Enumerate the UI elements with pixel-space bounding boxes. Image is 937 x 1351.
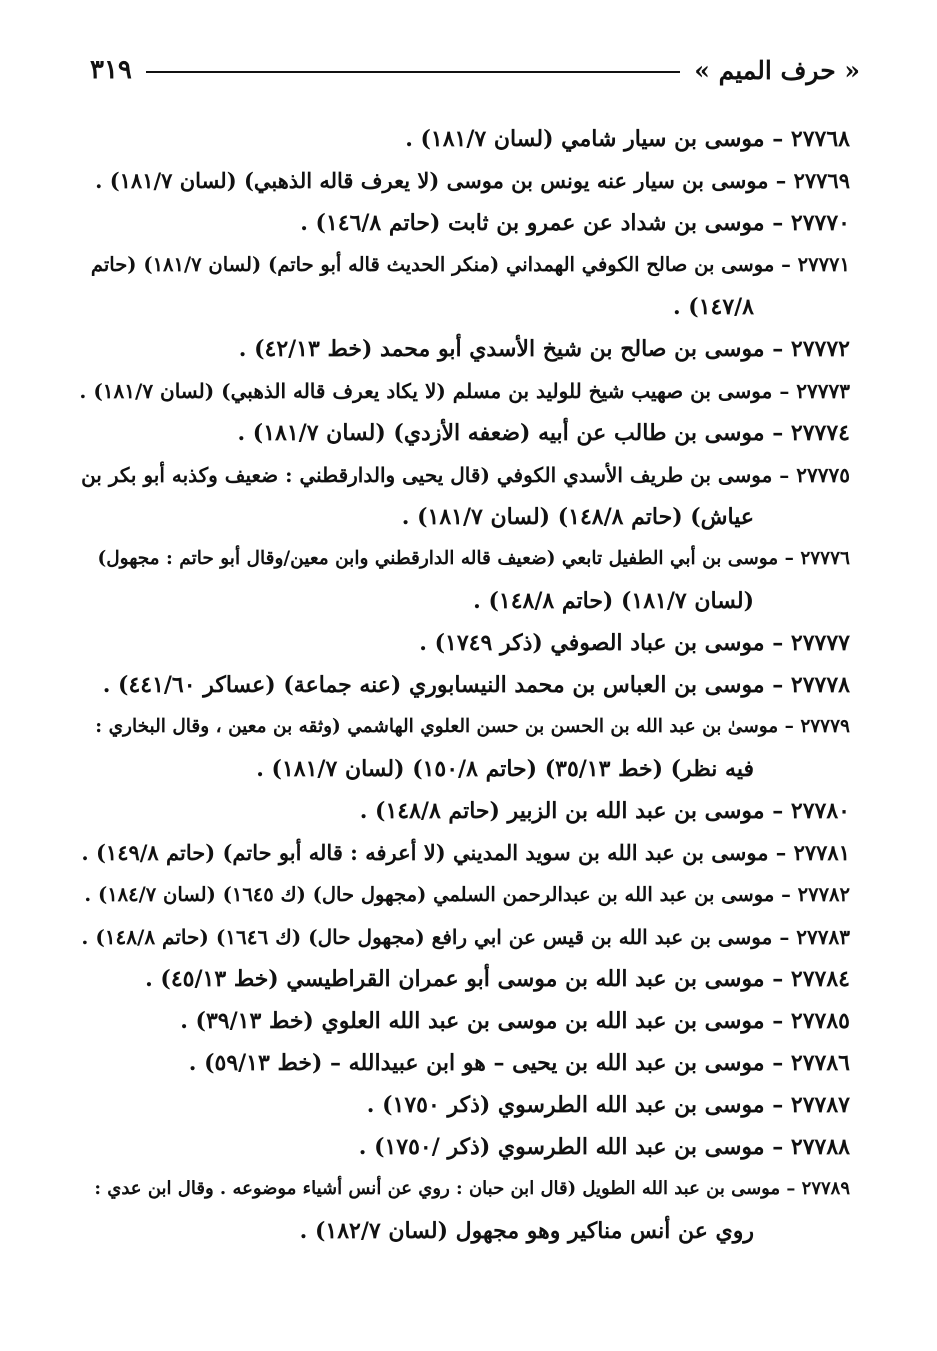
entry-text: ٢٧٧٨٢ – موسى بن عبد الله بن عبدالرحمن السلمي (مجهول حال) (ك ١٦٤٥) (لسان ١٨٤/٧) .	[84, 883, 850, 906]
entry-text: ٢٧٧٨٨ – موسى بن عبد الله الطرسوي (ذكر /١٧٥٠) .	[358, 1134, 850, 1160]
list-item	[78, 538, 850, 622]
header-rule	[146, 71, 680, 73]
entry-text: ٢٧٧٧٤ – موسى بن طالب عن أبيه (ضعفه الأزدي) (لسان ١٨١/٧) .	[237, 420, 850, 446]
entry-continuation: عياش) (حاتم ١٤٨/٨) (لسان ١٨١/٧) .	[401, 504, 754, 530]
list-item	[78, 202, 850, 244]
entry-text: ٢٧٧٧١ – موسى بن صالح الكوفي الهمداني (منكر الحديث قاله أبو حاتم) (لسان ١٨١/٧) (حاتم	[90, 253, 850, 276]
entry-text: ٢٧٧٧٧ – موسى بن عباد الصوفي (ذكر ١٧٤٩) .	[419, 630, 850, 656]
list-item	[78, 1000, 850, 1042]
list-item	[78, 328, 850, 370]
running-header	[90, 50, 860, 90]
entry-continuation: فيه نظر) (خط ٣٥/١٣) (حاتم ١٥٠/٨) (لسان ١٨١/٧) .	[256, 756, 754, 782]
entry-continuation: (لسان ١٨١/٧) (حاتم ١٤٨/٨) .	[473, 588, 754, 614]
entry-text: ٢٧٧٧٩ – موسىٰ بن عبد الله بن الحسن بن حسن العلوي الهاشمي (وثقه بن معين ، وقال البخاري :	[95, 716, 850, 737]
list-item	[78, 1168, 850, 1252]
entry-text: ٢٧٧٨٤ – موسى بن عبد الله بن موسى أبو عمران القراطيسي (خط ٤٥/١٣) .	[145, 966, 850, 992]
entry-text: ٢٧٧٨٩ – موسى بن عبد الله الطويل (قال ابن حبان : روي عن أنس أشياء موضوعه . وقال ابن عدي :	[94, 1178, 850, 1199]
list-item	[78, 622, 850, 664]
list-item	[78, 832, 850, 874]
list-item	[78, 706, 850, 790]
list-item	[78, 412, 850, 454]
list-item	[78, 244, 850, 328]
entry-text: ٢٧٧٨٠ – موسى بن عبد الله بن الزبير (حاتم ١٤٨/٨) .	[359, 798, 850, 824]
entry-text: ٢٧٧٨١ – موسى بن عبد الله بن سويد المديني (لا أعرفه : قاله أبو حاتم) (حاتم ١٤٩/٨) .	[81, 840, 850, 865]
entry-text: ٢٧٧٧٥ – موسى بن طريف الأسدي الكوفي (قال يحيى والدارقطني : ضعيف وكذبه أبو بكر بن	[81, 463, 850, 487]
entry-text: ٢٧٧٨٣ – موسى بن عبد الله بن قيس عن ابي رافع (مجهول حال) (ك ١٦٤٦) (حاتم ١٤٨/٨) .	[81, 925, 850, 949]
entry-text: ٢٧٧٨٧ – موسى بن عبد الله الطرسوي (ذكر ١٧٥٠) .	[366, 1092, 850, 1118]
page-number: ٣١٩	[90, 55, 132, 85]
entry-text: ٢٧٧٧٦ – موسى بن أبي الطفيل تابعي (ضعيف قاله الدارقطني وابن معين/وقال أبو حاتم : مجهول)	[97, 548, 850, 569]
list-item	[78, 1084, 850, 1126]
chapter-title: « حرف الميم »	[694, 55, 860, 85]
entry-text: ٢٧٧٨٥ – موسى بن عبد الله بن موسى بن عبد الله العلوي (خط ٣٩/١٣) .	[180, 1008, 850, 1034]
entry-continuation: روي عن أنس مناكير وهو مجهول (لسان ١٨٢/٧) .	[299, 1218, 754, 1244]
entry-text: ٢٧٧٦٨ – موسى بن سيار شامي (لسان ١٨١/٧) .	[405, 126, 850, 152]
list-item	[78, 874, 850, 916]
list-item	[78, 790, 850, 832]
entry-text: ٢٧٧٧٨ – موسى بن العباس بن محمد النيسابوري (عنه جماعة) (عساكر ٤٤١/٦٠) .	[102, 672, 850, 698]
entry-text: ٢٧٧٨٦ – موسى بن عبد الله بن يحيى – هو ابن عبيدالله – (خط ٥٩/١٣) .	[188, 1050, 850, 1076]
list-item	[78, 664, 850, 706]
entry-text: ٢٧٧٧٠ – موسى بن شداد عن عمرو بن ثابت (حاتم ١٤٦/٨) .	[300, 210, 850, 236]
list-item	[78, 916, 850, 958]
list-item	[78, 1126, 850, 1168]
list-item	[78, 370, 850, 412]
entry-text: ٢٧٧٧٢ – موسى بن صالح بن شيخ الأسدي أبو محمد (خط ٤٢/١٣) .	[238, 336, 850, 362]
list-item	[78, 958, 850, 1000]
entry-text: ٢٧٧٦٩ – موسى بن سيار عنه يونس بن موسى (لا يعرف قاله الذهبي) (لسان ١٨١/٧) .	[95, 168, 850, 193]
list-item	[78, 1042, 850, 1084]
list-item	[78, 454, 850, 538]
list-item	[78, 160, 850, 202]
entry-continuation: ١٤٧/٨) .	[672, 294, 754, 320]
entry-list	[78, 118, 850, 1252]
list-item	[78, 118, 850, 160]
entry-text: ٢٧٧٧٣ – موسى بن صهيب شيخ للوليد بن مسلم (لا يكاد يعرف قاله الذهبي) (لسان ١٨١/٧) .	[79, 379, 850, 403]
